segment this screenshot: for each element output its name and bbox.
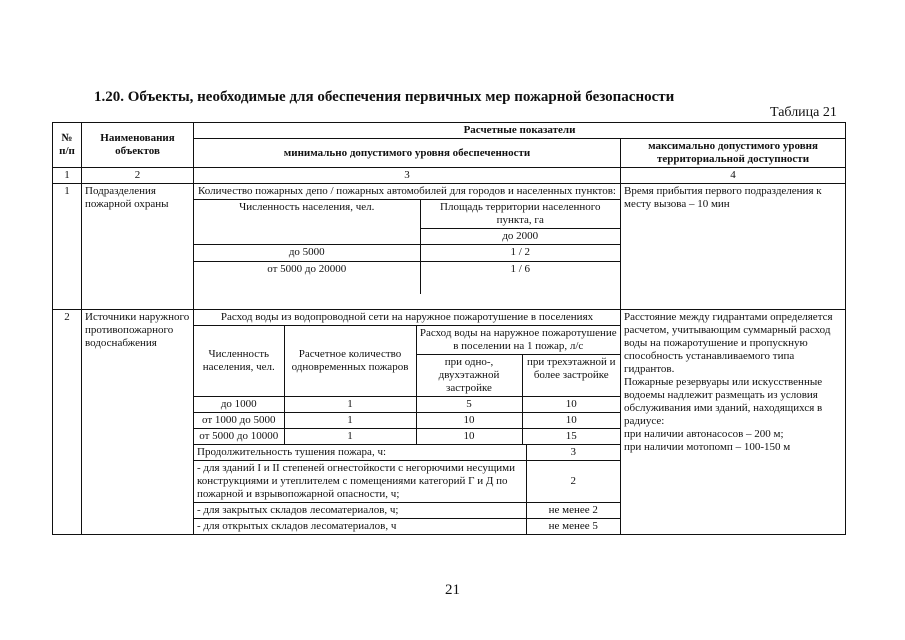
row2-low-0: 5 <box>416 397 522 413</box>
header-max: максимально допустимого уровня территориальной доступности <box>621 139 846 168</box>
row1-pop-0: до 5000 <box>194 245 420 262</box>
row2-flow-header: Расход воды на наружное пожаротушение в поселении на 1 пожар, л/с <box>416 326 620 355</box>
row2-access <box>621 310 846 535</box>
row1-area-header: Площадь территории населенного пункта, га <box>420 200 620 229</box>
row1-num: 1 <box>53 184 82 310</box>
row2-high-0: 10 <box>522 397 620 413</box>
row2-name: Источники наружного противопожарного водоснабжения <box>82 310 194 535</box>
row2-duration-value-1: 2 <box>526 461 620 503</box>
page-number: 21 <box>445 582 460 598</box>
row2-duration-label-3: - для открытых складов лесоматериалов, ч <box>194 519 526 535</box>
header-min: минимально допустимого уровня обеспеченности <box>194 139 621 168</box>
row2-access-text-2: Пожарные резервуары или искусственные водоемы надлежит размещать из условия обслуживания ими зданий, находящихся в радиусе: <box>624 376 823 427</box>
row2-duration-subtable <box>194 444 620 534</box>
header-calc: Расчетные показатели <box>194 123 846 139</box>
page-heading: 1.20. Объекты, необходимые для обеспечения первичных мер пожарной безопасности <box>94 89 675 105</box>
row2-duration-value-0: 3 <box>526 445 620 461</box>
row1-pop-header: Численность населения, чел. <box>194 200 420 245</box>
row2-low-header: при одно-, двухэтажной застройке <box>416 355 522 397</box>
row2-duration-label-2: - для закрытых складов лесоматериалов, ч; <box>194 503 526 519</box>
row2-access-text-1: Расстояние между гидрантами определяется расчетом, учитывающим суммарный расход воды на пожаротушение и пропускную способность устанавливаемого типа гидрантов. <box>624 311 833 375</box>
row2-pop-0: до 1000 <box>194 397 284 413</box>
row2-fires-header: Расчетное количество одновременных пожаров <box>284 326 416 397</box>
row2-low-1: 10 <box>416 413 522 429</box>
row2-fires-0: 1 <box>284 397 416 413</box>
row2-fires-1: 1 <box>284 413 416 429</box>
row1-subtable <box>194 200 620 294</box>
col-index-1: 1 <box>53 168 82 184</box>
table-label: Таблица 21 <box>770 105 837 120</box>
row2-access-text-4: при наличии мотопомп – 100-150 м <box>624 441 791 453</box>
row2-high-1: 10 <box>522 413 620 429</box>
row2-water-subtable <box>194 326 620 444</box>
header-num: № п/п <box>53 123 82 168</box>
row1-title: Количество пожарных депо / пожарных автомобилей для городов и населенных пунктов: <box>194 184 620 200</box>
row1-indicators <box>194 184 621 310</box>
row2-duration-label-1: - для зданий I и II степеней огнестойкости с негорючими несущими конструкциями и утеплителем с помещениями категорий Г и Д по пожарной и взрывопожарной опасности, ч; <box>194 461 526 503</box>
row1-access: Время прибытия первого подразделения к месту вызова – 10 мин <box>621 184 846 310</box>
row1-name: Подразделения пожарной охраны <box>82 184 194 310</box>
row2-high-header: при трехэтажной и более застройке <box>522 355 620 397</box>
row2-num: 2 <box>53 310 82 535</box>
row1-area-value: до 2000 <box>420 229 620 245</box>
row2-fires-2: 1 <box>284 429 416 445</box>
row2-duration-value-2: не менее 2 <box>526 503 620 519</box>
row2-pop-2: от 5000 до 10000 <box>194 429 284 445</box>
row2-title: Расход воды из водопроводной сети на наружное пожаротушение в поселениях <box>194 310 620 326</box>
row2-indicators <box>194 310 621 535</box>
row2-access-text-3: при наличии автонасосов – 200 м; <box>624 428 784 440</box>
row2-pop-header: Численность населения, чел. <box>194 326 284 397</box>
header-name: Наименования объектов <box>82 123 194 168</box>
row1-pop-1: от 5000 до 20000 <box>194 262 420 294</box>
row2-duration-label-0: Продолжительность тушения пожара, ч: <box>194 445 526 461</box>
col-index-3: 3 <box>194 168 621 184</box>
row2-duration-value-3: не менее 5 <box>526 519 620 535</box>
row2-pop-1: от 1000 до 5000 <box>194 413 284 429</box>
col-index-2: 2 <box>82 168 194 184</box>
col-index-4: 4 <box>621 168 846 184</box>
fire-safety-table <box>52 122 846 535</box>
row2-low-2: 10 <box>416 429 522 445</box>
row1-val-1: 1 / 6 <box>420 262 620 294</box>
row1-val-0: 1 / 2 <box>420 245 620 262</box>
row2-high-2: 15 <box>522 429 620 445</box>
